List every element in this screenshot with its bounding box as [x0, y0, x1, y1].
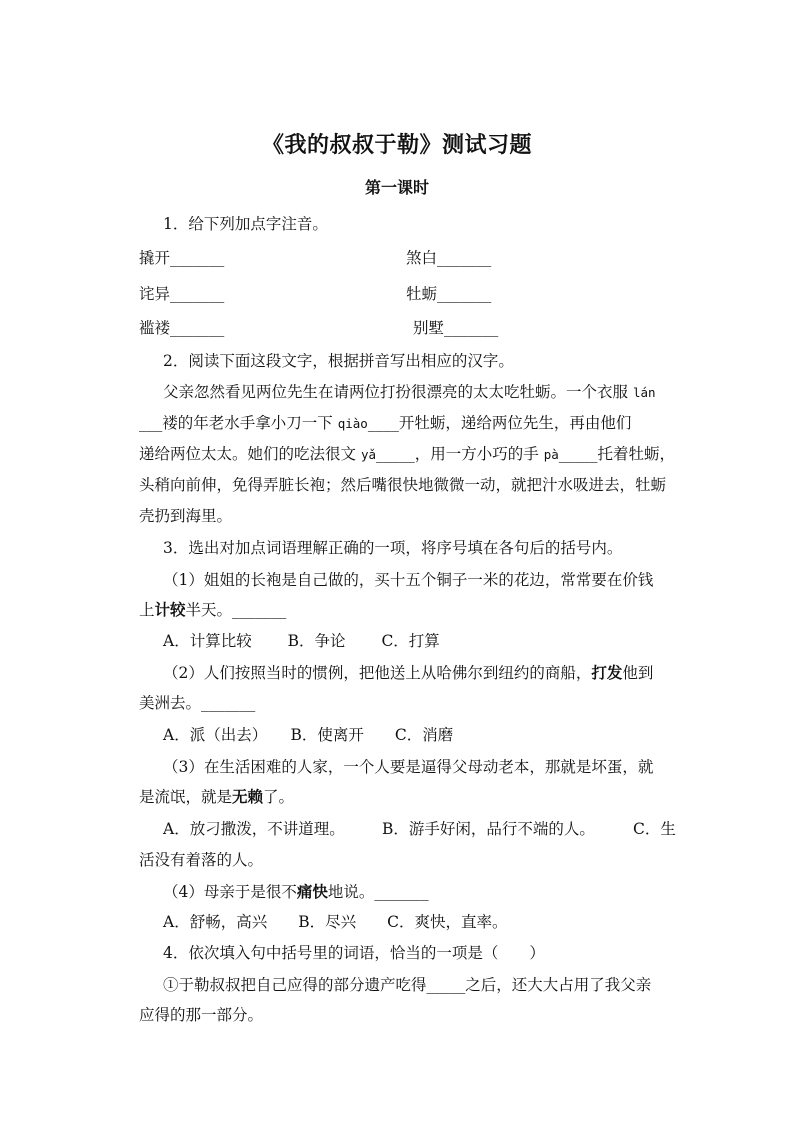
q4-prompt: 4．依次填入句中括号里的词语，恰当的一项是（ ） — [163, 944, 545, 962]
text-segment: 半天。_______ — [185, 601, 287, 619]
q2-text-line: 壳扔到海里。 — [139, 507, 233, 525]
q2-text-segment: 父亲忽然看见两位先生在请两位打扮很漂亮的太太吃牡蛎。一个衣服 — [163, 383, 629, 401]
q3-option-c: C．生 — [633, 820, 676, 838]
pinyin-hint: lán — [632, 385, 656, 400]
text-segment: 地说。_______ — [327, 883, 429, 901]
q4-line-2: 应得的那一部分。 — [139, 1006, 264, 1024]
q3-sentence-2 — [163, 662, 653, 684]
q2-prompt: 2．阅读下面这段文字，根据拼音写出相应的汉字。 — [163, 352, 514, 370]
q3-options-4: A．舒畅，高兴 B．尽兴 C．爽快，直率。 — [163, 913, 508, 931]
pinyin-hint: yǎ — [360, 447, 377, 462]
text-segment: 是流氓，就是 — [139, 788, 233, 806]
q3-option-b: B．游手好闲，品行不端的人。 — [382, 820, 595, 838]
q3-option-a: A．放刁撒泼，不讲道理。 — [163, 820, 345, 838]
q2-text-line — [163, 381, 656, 404]
q3-sentence-1-cont — [139, 599, 286, 621]
dotted-word: 计较 — [154, 600, 186, 619]
q2-text-line: 头稍向前伸，免得弄脏长袍；然后嘴很快地微微一动，就把汁水吸进去，牡蛎 — [139, 476, 667, 494]
page-title: 《我的叔叔于勒》测试习题 — [261, 132, 532, 158]
q3-sentence-3-cont — [139, 786, 294, 808]
dotted-word: 无赖 — [232, 787, 264, 806]
q2-text-segment: ____开牡蛎，递给两位先生，再由他们 — [367, 414, 632, 432]
text-segment: 他到 — [622, 664, 654, 682]
q2-text-segment: _____托着牡蛎， — [558, 445, 676, 463]
q3-options-3-cont: 活没有着落的人。 — [139, 851, 264, 869]
text-segment: （2）人们按照当时的惯例，把他送上从哈佛尔到纽约的商船， — [163, 664, 592, 682]
q3-options-1: A．计算比较 B．争论 C．打算 — [163, 632, 440, 650]
q2-text-segment: _____，用一方小巧的手 — [376, 445, 539, 463]
text-segment: （4）母亲于是很不 — [163, 883, 297, 901]
q3-sentence-1: （1）姐姐的长袍是自己做的，买十五个铜子一米的花边，常常要在价钱 — [163, 571, 654, 589]
text-segment: 上 — [139, 601, 155, 619]
q4-line-1: ①于勒叔叔把自己应得的部分遗产吃得_____之后，还大大占用了我父亲 — [163, 976, 652, 994]
q1-item: 褴褛_______ — [139, 319, 225, 337]
q3-prompt: 3．选出对加点词语理解正确的一项，将序号填在各句后的括号内。 — [163, 539, 623, 557]
page-subtitle: 第一课时 — [364, 178, 429, 197]
q1-item: 诧异_______ — [139, 285, 225, 303]
text-segment: 了。 — [263, 788, 295, 806]
dotted-word: 痛快 — [296, 882, 328, 901]
pinyin-hint: pà — [543, 447, 559, 462]
q1-item: 撬开_______ — [139, 249, 225, 267]
q1-item: 煞白_______ — [406, 249, 492, 267]
q1-prompt: 1．给下列加点字注音。 — [163, 215, 328, 233]
q2-text-segment: ___褛的年老水手拿小刀一下 — [139, 414, 333, 432]
q3-sentence-4 — [163, 881, 429, 903]
q3-sentence-2-cont: 美洲去。_______ — [139, 694, 256, 712]
q1-item: 别墅_______ — [413, 319, 499, 337]
q3-sentence-3: （3）在生活困难的人家，一个人要是逼得父母动老本，那就是坏蛋，就 — [163, 758, 654, 776]
q3-options-2: A．派（出去） B．使离开 C．消磨 — [163, 726, 454, 744]
q2-text-line — [139, 443, 675, 466]
dotted-word: 打发 — [591, 663, 623, 682]
pinyin-hint: qiào — [337, 416, 368, 431]
q2-text-line — [139, 412, 631, 435]
q2-text-segment: 递给两位太太。她们的吃法很文 — [139, 445, 357, 463]
q1-item: 牡蛎_______ — [406, 285, 492, 303]
